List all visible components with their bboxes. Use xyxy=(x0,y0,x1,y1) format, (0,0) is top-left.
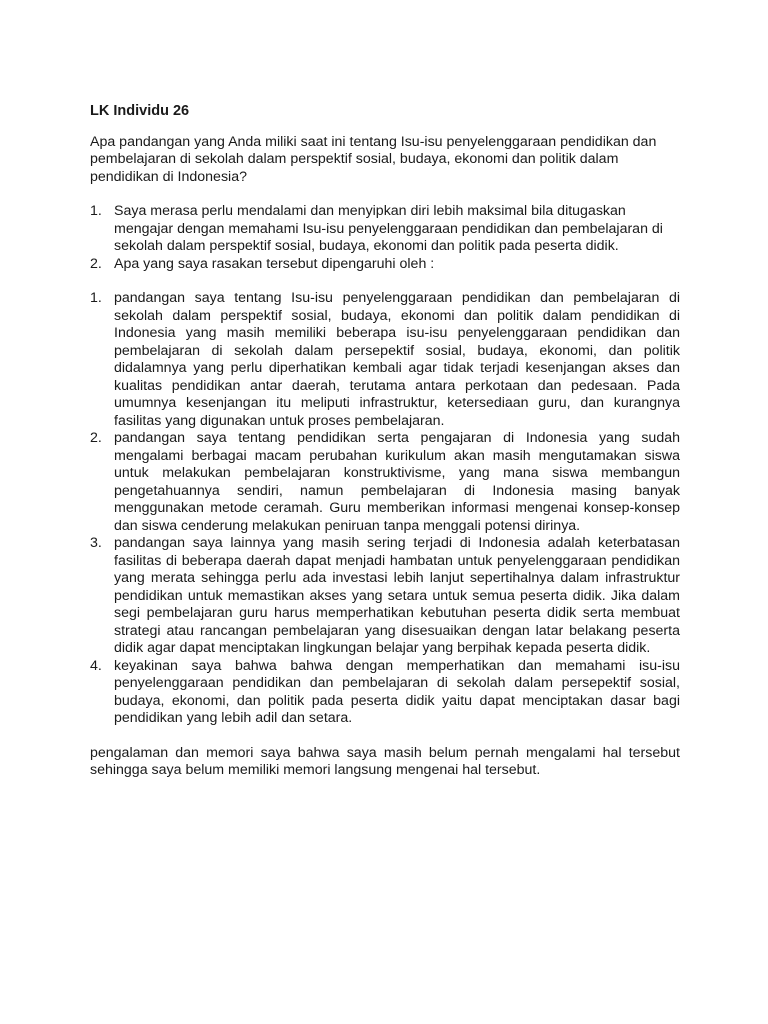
list-item xyxy=(90,658,680,728)
list-item-text: Saya merasa perlu mendalami dan menyipkan diri lebih maksimal bila ditugaskan mengajar dengan memahami Isu-isu penyelenggaraan pendidikan dan pembelajaran di sekolah dalam perspektif sosial, budaya, ekonomi dan politik pada peserta didik. xyxy=(114,203,663,254)
list-item xyxy=(90,203,680,256)
document-page xyxy=(90,103,680,780)
list-number: 2. xyxy=(90,255,102,272)
answer-list-b xyxy=(90,290,680,728)
closing-paragraph: pengalaman dan memori saya bahwa saya masih belum pernah mengalami hal tersebut sehingga saya belum memiliki memori langsung mengenai hal tersebut. xyxy=(90,744,680,778)
list-number: 1. xyxy=(90,290,102,306)
list-number: 4. xyxy=(90,657,102,674)
document-title: LK Individu 26 xyxy=(90,103,190,119)
list-item-text: pandangan saya lainnya yang masih sering terjadi di Indonesia adalah keterbatasan fasilitas di beberapa daerah dapat menjadi hambatan untuk penyelenggaraan pendidikan yang merata sehingga perlu ada investasi lebih lanjut sepertihalnya dalam infrastruktur pendidikan untuk memastikan akses yang setara untuk semua peserta didik. Jika dalam segi pembelajaran guru harus memperhatikan kebutuhan peserta didik serta membuat strategi atau rancangan pembelajaran yang disesuaikan dengan latar belakang peserta didik agar dapat menciptakan lingkungan belajar yang berpihak kepada peserta didik. xyxy=(114,535,680,656)
list-item-text: Apa yang saya rasakan tersebut dipengaruhi oleh : xyxy=(114,255,435,272)
answer-list-a xyxy=(90,203,680,273)
list-item-text: pandangan saya tentang Isu-isu penyelenggaraan pendidikan dan pembelajaran di sekolah dalam perspektif sosial, budaya, ekonomi dan politik dalam pendidikan di Indonesia yang masih memiliki beberapa isu-isu penyelenggaraan pendidikan dan pembelajaran di sekolah dalam persepektif sosial, budaya, ekonomi, dan politik didalamnya yang perlu diperhatikan kembali agar tidak terjadi kesenjangan akses dan kualitas pendidikan antar daerah, terutama antara perkotaan dan pedesaan. Pada umumnya kesenjangan itu meliputi infrastruktur, ketersediaan guru, dan kurangnya fasilitas yang digunakan untuk proses pembelajaran. xyxy=(114,290,680,429)
list-item-text: pandangan saya tentang pendidikan serta pengajaran di Indonesia yang sudah mengalami berbagai macam perubahan kurikulum akan masih mengutamakan siswa untuk melakukan pembelajaran konstruktivisme, yang mana siswa membangun pengetahuannya sendiri, namun pembelajaran di Indonesia masing banyak menggunakan metode ceramah. Guru memberikan informasi mengenai konsep-konsep dan siswa cenderung melakukan peniruan tanpa menggali potensi dirinya. xyxy=(114,430,680,534)
list-item xyxy=(90,256,680,274)
list-item xyxy=(90,430,680,535)
list-item-text: keyakinan saya bahwa bahwa dengan memperhatikan dan memahami isu-isu penyelenggaraan pendidikan dan pembelajaran di sekolah dalam persepektif sosial, budaya, ekonomi, dan politik pada peserta didik yaitu dapat menciptakan dasar bagi pendidikan yang lebih adil dan setara. xyxy=(114,657,680,726)
list-number: 2. xyxy=(90,430,102,446)
question-paragraph: Apa pandangan yang Anda miliki saat ini tentang Isu-isu penyelenggaraan pendidikan dan pembelajaran di sekolah dalam perspektif sosial, budaya, ekonomi dan politik dalam pendidikan di Indonesia? xyxy=(90,133,657,185)
list-number: 1. xyxy=(90,203,102,219)
list-item xyxy=(90,290,680,430)
list-number: 3. xyxy=(90,535,102,551)
list-item xyxy=(90,535,680,658)
